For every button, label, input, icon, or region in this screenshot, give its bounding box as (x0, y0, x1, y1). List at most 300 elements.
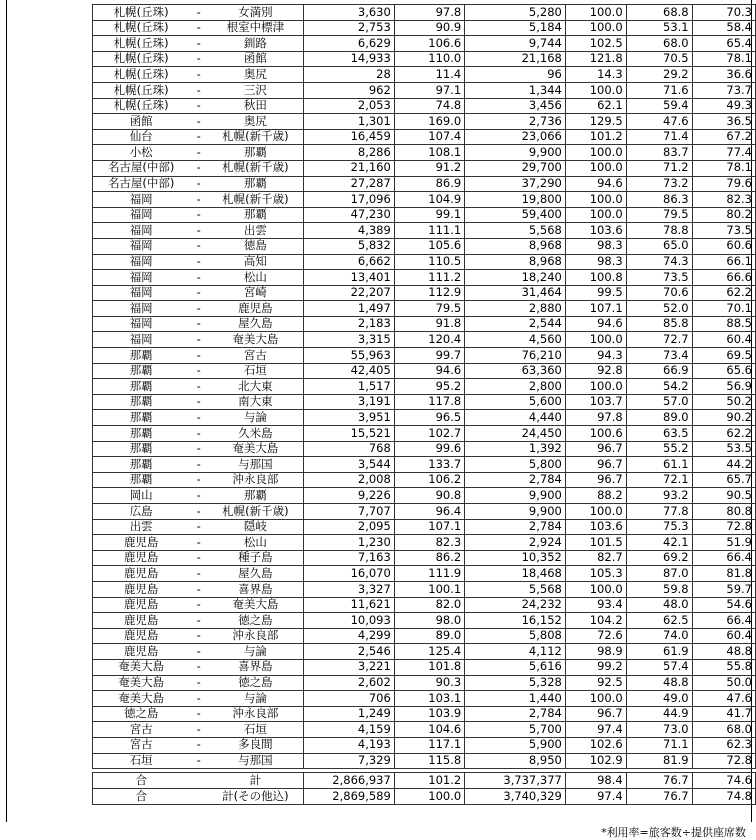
passengers-yoy-cell: 106.2 (394, 472, 464, 488)
load-factor-cell: 70.6 (626, 285, 692, 301)
dash-cell: - (189, 98, 208, 114)
origin-cell: 那覇 (93, 457, 190, 473)
load-factor-cell: 59.8 (626, 581, 692, 597)
origin-cell: 札幌(丘珠) (93, 36, 190, 52)
table-row (93, 223, 756, 239)
seats-cell: 2,800 (465, 379, 566, 395)
passengers-cell: 14,933 (303, 51, 394, 67)
passengers-yoy-cell: 99.6 (394, 441, 464, 457)
seats-yoy-cell: 98.9 (565, 644, 626, 660)
total-row (93, 773, 756, 789)
load-factor-cell: 59.4 (626, 98, 692, 114)
table-row (93, 98, 756, 114)
seats-yoy-cell: 62.1 (565, 98, 626, 114)
seats-cell: 63,360 (465, 363, 566, 379)
passengers-yoy-cell: 105.6 (394, 238, 464, 254)
load-factor-cell: 69.2 (626, 550, 692, 566)
load-factor-cell: 52.0 (626, 301, 692, 317)
passengers-cell: 962 (303, 82, 394, 98)
load-factor-cell: 86.3 (626, 192, 692, 208)
origin-cell: 鹿児島 (93, 644, 190, 660)
passengers-yoy-cell: 96.4 (394, 504, 464, 520)
passengers-cell: 22,207 (303, 285, 394, 301)
seats-cell: 31,464 (465, 285, 566, 301)
load-factor-prev-cell: 66.1 (692, 254, 755, 270)
origin-cell: 鹿児島 (93, 613, 190, 629)
passengers-cell: 13,401 (303, 270, 394, 286)
origin-cell: 福岡 (93, 316, 190, 332)
passengers-cell: 55,963 (303, 348, 394, 364)
load-factor-cell: 83.7 (626, 145, 692, 161)
load-factor-cell: 57.4 (626, 659, 692, 675)
seats-cell: 5,808 (465, 628, 566, 644)
load-factor-prev-cell: 65.7 (692, 472, 755, 488)
seats-yoy-cell: 100.0 (565, 5, 626, 21)
origin-cell: 鹿児島 (93, 550, 190, 566)
destination-cell: 屋久島 (208, 316, 303, 332)
table-row (93, 363, 756, 379)
seats-cell: 23,066 (465, 129, 566, 145)
table-row (93, 535, 756, 551)
load-factor-cell: 72.1 (626, 472, 692, 488)
table-row (93, 160, 756, 176)
load-factor-prev-cell: 47.6 (692, 691, 755, 707)
origin-cell: 福岡 (93, 270, 190, 286)
dash-cell: - (189, 129, 208, 145)
load-factor-prev-cell: 50.0 (692, 675, 755, 691)
table-row (93, 691, 756, 707)
destination-cell: 松山 (208, 535, 303, 551)
destination-cell: 計 (208, 773, 303, 789)
dash-cell: - (189, 550, 208, 566)
load-factor-prev-cell: 58.4 (692, 20, 755, 36)
load-factor-prev-cell: 59.7 (692, 581, 755, 597)
dash-cell: - (189, 176, 208, 192)
dash-cell: - (189, 628, 208, 644)
load-factor-prev-cell: 36.5 (692, 114, 755, 130)
destination-cell: 三沢 (208, 82, 303, 98)
table-row (93, 659, 756, 675)
destination-cell: 与論 (208, 644, 303, 660)
load-factor-cell: 73.5 (626, 270, 692, 286)
destination-cell: 奥尻 (208, 114, 303, 130)
origin-cell: 那覇 (93, 348, 190, 364)
table-row (93, 238, 756, 254)
passengers-cell: 42,405 (303, 363, 394, 379)
dash-cell: - (189, 410, 208, 426)
destination-cell: 那覇 (208, 207, 303, 223)
dash-cell: - (189, 238, 208, 254)
destination-cell: 南大東 (208, 394, 303, 410)
table-row (93, 254, 756, 270)
seats-cell: 10,352 (465, 550, 566, 566)
destination-cell: 釧路 (208, 36, 303, 52)
origin-cell: 福岡 (93, 254, 190, 270)
load-factor-cell: 87.0 (626, 566, 692, 582)
passengers-yoy-cell: 101.2 (394, 773, 464, 789)
load-factor-cell: 78.8 (626, 223, 692, 239)
seats-yoy-cell: 100.0 (565, 691, 626, 707)
dash-cell: - (189, 363, 208, 379)
passengers-cell: 2,095 (303, 519, 394, 535)
passengers-yoy-cell: 104.6 (394, 722, 464, 738)
passengers-cell: 10,093 (303, 613, 394, 629)
load-factor-cell: 48.0 (626, 597, 692, 613)
dash-cell: - (189, 675, 208, 691)
route-statistics-table (92, 4, 756, 805)
table-row (93, 550, 756, 566)
load-factor-prev-cell: 70.1 (692, 301, 755, 317)
seats-yoy-cell: 100.0 (565, 145, 626, 161)
passengers-yoy-cell: 100.1 (394, 581, 464, 597)
load-factor-cell: 76.7 (626, 773, 692, 789)
table-row (93, 597, 756, 613)
dash-cell: - (189, 566, 208, 582)
table-row (93, 192, 756, 208)
passengers-cell: 4,389 (303, 223, 394, 239)
seats-cell: 2,736 (465, 114, 566, 130)
destination-cell: 高知 (208, 254, 303, 270)
origin-cell: 那覇 (93, 441, 190, 457)
passengers-yoy-cell: 97.1 (394, 82, 464, 98)
load-factor-prev-cell: 80.2 (692, 207, 755, 223)
passengers-cell: 2,866,937 (303, 773, 394, 789)
destination-cell: 那覇 (208, 176, 303, 192)
seats-yoy-cell: 72.6 (565, 628, 626, 644)
load-factor-prev-cell: 56.9 (692, 379, 755, 395)
dash-cell: - (189, 706, 208, 722)
load-factor-prev-cell: 50.2 (692, 394, 755, 410)
seats-yoy-cell: 99.2 (565, 659, 626, 675)
seats-cell: 5,700 (465, 722, 566, 738)
seats-yoy-cell: 96.7 (565, 441, 626, 457)
origin-cell: 那覇 (93, 363, 190, 379)
dash-cell: - (189, 5, 208, 21)
load-factor-cell: 73.4 (626, 348, 692, 364)
dash-cell: - (189, 581, 208, 597)
load-factor-cell: 55.2 (626, 441, 692, 457)
seats-yoy-cell: 100.0 (565, 332, 626, 348)
load-factor-prev-cell: 48.8 (692, 644, 755, 660)
seats-cell: 1,440 (465, 691, 566, 707)
passengers-cell: 1,517 (303, 379, 394, 395)
seats-yoy-cell: 100.0 (565, 82, 626, 98)
seats-cell: 24,450 (465, 426, 566, 442)
passengers-yoy-cell: 96.5 (394, 410, 464, 426)
dash-cell: - (189, 535, 208, 551)
load-factor-prev-cell: 90.2 (692, 410, 755, 426)
passengers-cell: 16,070 (303, 566, 394, 582)
load-factor-cell: 74.3 (626, 254, 692, 270)
load-factor-cell: 76.7 (626, 789, 692, 805)
origin-cell: 福岡 (93, 301, 190, 317)
origin-cell: 札幌(丘珠) (93, 51, 190, 67)
passengers-yoy-cell: 89.0 (394, 628, 464, 644)
seats-yoy-cell: 100.0 (565, 207, 626, 223)
origin-cell: 鹿児島 (93, 628, 190, 644)
passengers-cell: 28 (303, 67, 394, 83)
load-factor-prev-cell: 66.4 (692, 550, 755, 566)
passengers-cell: 7,163 (303, 550, 394, 566)
load-factor-cell: 61.9 (626, 644, 692, 660)
table-row (93, 737, 756, 753)
passengers-yoy-cell: 107.4 (394, 129, 464, 145)
load-factor-cell: 65.0 (626, 238, 692, 254)
dash-cell: - (189, 722, 208, 738)
origin-cell: 奄美大島 (93, 691, 190, 707)
table-row (93, 488, 756, 504)
passengers-cell: 3,630 (303, 5, 394, 21)
passengers-yoy-cell: 117.8 (394, 394, 464, 410)
destination-cell: 徳之島 (208, 675, 303, 691)
passengers-cell: 2,053 (303, 98, 394, 114)
seats-yoy-cell: 102.6 (565, 737, 626, 753)
dash-cell: - (189, 145, 208, 161)
load-factor-prev-cell: 68.0 (692, 722, 755, 738)
seats-cell: 76,210 (465, 348, 566, 364)
load-factor-prev-cell: 78.1 (692, 160, 755, 176)
seats-yoy-cell: 105.3 (565, 566, 626, 582)
seats-yoy-cell: 97.8 (565, 410, 626, 426)
passengers-cell: 5,832 (303, 238, 394, 254)
seats-yoy-cell: 103.7 (565, 394, 626, 410)
destination-cell: 宮崎 (208, 285, 303, 301)
destination-cell: 女満別 (208, 5, 303, 21)
seats-yoy-cell: 103.6 (565, 223, 626, 239)
origin-cell: 那覇 (93, 394, 190, 410)
load-factor-cell: 71.4 (626, 129, 692, 145)
dash-cell: - (189, 457, 208, 473)
seats-cell: 18,468 (465, 566, 566, 582)
passengers-yoy-cell: 111.2 (394, 270, 464, 286)
passengers-yoy-cell: 11.4 (394, 67, 464, 83)
passengers-yoy-cell: 111.9 (394, 566, 464, 582)
destination-cell: 札幌(新千歳) (208, 160, 303, 176)
passengers-cell: 27,287 (303, 176, 394, 192)
seats-cell: 4,560 (465, 332, 566, 348)
seats-cell: 5,328 (465, 675, 566, 691)
destination-cell: 与論 (208, 410, 303, 426)
table-row (93, 566, 756, 582)
load-factor-prev-cell: 72.8 (692, 753, 755, 769)
load-factor-prev-cell: 65.6 (692, 363, 755, 379)
load-factor-prev-cell: 67.2 (692, 129, 755, 145)
seats-cell: 3,456 (465, 98, 566, 114)
table-row (93, 628, 756, 644)
load-factor-prev-cell: 80.8 (692, 504, 755, 520)
origin-cell: 那覇 (93, 426, 190, 442)
origin-cell: 札幌(丘珠) (93, 98, 190, 114)
dash-cell: - (189, 67, 208, 83)
seats-yoy-cell: 103.6 (565, 519, 626, 535)
passengers-yoy-cell: 120.4 (394, 332, 464, 348)
dash-cell: - (189, 316, 208, 332)
origin-cell: 札幌(丘珠) (93, 5, 190, 21)
passengers-yoy-cell: 102.7 (394, 426, 464, 442)
seats-yoy-cell: 100.0 (565, 160, 626, 176)
passengers-yoy-cell: 117.1 (394, 737, 464, 753)
dash-cell: - (189, 379, 208, 395)
passengers-cell: 2,753 (303, 20, 394, 36)
passengers-yoy-cell: 82.0 (394, 597, 464, 613)
passengers-yoy-cell: 79.5 (394, 301, 464, 317)
seats-cell: 5,800 (465, 457, 566, 473)
passengers-yoy-cell: 94.6 (394, 363, 464, 379)
dash-cell: - (189, 597, 208, 613)
load-factor-cell: 71.2 (626, 160, 692, 176)
dash-cell: - (189, 441, 208, 457)
seats-yoy-cell: 92.8 (565, 363, 626, 379)
destination-cell: 奥尻 (208, 67, 303, 83)
load-factor-prev-cell: 60.6 (692, 238, 755, 254)
load-factor-cell: 47.6 (626, 114, 692, 130)
load-factor-cell: 89.0 (626, 410, 692, 426)
load-factor-cell: 57.0 (626, 394, 692, 410)
origin-cell: 那覇 (93, 472, 190, 488)
load-factor-cell: 79.5 (626, 207, 692, 223)
load-factor-cell: 77.8 (626, 504, 692, 520)
seats-yoy-cell: 101.5 (565, 535, 626, 551)
table-row (93, 519, 756, 535)
load-factor-cell: 66.9 (626, 363, 692, 379)
origin-cell: 鹿児島 (93, 581, 190, 597)
load-factor-cell: 74.0 (626, 628, 692, 644)
dash-cell: - (189, 504, 208, 520)
passengers-yoy-cell: 111.1 (394, 223, 464, 239)
seats-cell: 2,544 (465, 316, 566, 332)
seats-yoy-cell: 100.0 (565, 20, 626, 36)
passengers-yoy-cell: 74.8 (394, 98, 464, 114)
load-factor-prev-cell: 62.3 (692, 737, 755, 753)
origin-cell: 福岡 (93, 207, 190, 223)
seats-cell: 5,900 (465, 737, 566, 753)
origin-cell: 福岡 (93, 332, 190, 348)
load-factor-cell: 81.9 (626, 753, 692, 769)
load-factor-prev-cell: 62.2 (692, 285, 755, 301)
load-factor-prev-cell: 53.5 (692, 441, 755, 457)
destination-cell: 久米島 (208, 426, 303, 442)
dash-cell: - (189, 348, 208, 364)
dash-cell: - (189, 644, 208, 660)
table-row (93, 753, 756, 769)
destination-cell: 石垣 (208, 722, 303, 738)
origin-cell: 函館 (93, 114, 190, 130)
passengers-yoy-cell: 133.7 (394, 457, 464, 473)
dash-cell: - (189, 254, 208, 270)
load-factor-cell: 85.8 (626, 316, 692, 332)
destination-cell: 出雲 (208, 223, 303, 239)
load-factor-prev-cell: 65.4 (692, 36, 755, 52)
dash-cell: - (189, 36, 208, 52)
origin-cell: 出雲 (93, 519, 190, 535)
passengers-yoy-cell: 112.9 (394, 285, 464, 301)
load-factor-prev-cell: 72.8 (692, 519, 755, 535)
passengers-cell: 4,159 (303, 722, 394, 738)
origin-cell: 宮古 (93, 722, 190, 738)
dash-cell: - (189, 160, 208, 176)
load-factor-cell: 71.6 (626, 82, 692, 98)
table-row (93, 82, 756, 98)
seats-cell: 5,568 (465, 223, 566, 239)
seats-yoy-cell: 82.7 (565, 550, 626, 566)
destination-cell: 札幌(新千歳) (208, 129, 303, 145)
seats-yoy-cell: 97.4 (565, 722, 626, 738)
origin-cell: 那覇 (93, 410, 190, 426)
destination-cell: 種子島 (208, 550, 303, 566)
passengers-cell: 2,183 (303, 316, 394, 332)
seats-cell: 2,784 (465, 706, 566, 722)
seats-yoy-cell: 94.6 (565, 176, 626, 192)
passengers-cell: 6,662 (303, 254, 394, 270)
seats-yoy-cell: 98.4 (565, 773, 626, 789)
dash-cell: - (189, 207, 208, 223)
passengers-yoy-cell: 90.3 (394, 675, 464, 691)
seats-yoy-cell: 129.5 (565, 114, 626, 130)
passengers-yoy-cell: 100.0 (394, 789, 464, 805)
load-factor-cell: 44.9 (626, 706, 692, 722)
seats-yoy-cell: 121.8 (565, 51, 626, 67)
load-factor-cell: 68.8 (626, 5, 692, 21)
seats-yoy-cell: 100.0 (565, 379, 626, 395)
load-factor-cell: 61.1 (626, 457, 692, 473)
dash-cell: - (189, 691, 208, 707)
table-row (93, 5, 756, 21)
load-factor-prev-cell: 78.1 (692, 51, 755, 67)
table-row (93, 207, 756, 223)
destination-cell: 那覇 (208, 145, 303, 161)
seats-yoy-cell: 96.7 (565, 457, 626, 473)
total-row (93, 789, 756, 805)
load-factor-prev-cell: 36.6 (692, 67, 755, 83)
load-factor-cell: 62.5 (626, 613, 692, 629)
dash-cell: - (189, 488, 208, 504)
origin-cell: 名古屋(中部) (93, 160, 190, 176)
table-row (93, 301, 756, 317)
dash-cell: - (189, 301, 208, 317)
seats-yoy-cell: 100.0 (565, 504, 626, 520)
seats-yoy-cell: 14.3 (565, 67, 626, 83)
dash-cell: - (189, 332, 208, 348)
load-factor-cell: 68.0 (626, 36, 692, 52)
load-factor-prev-cell: 60.4 (692, 628, 755, 644)
origin-cell: 札幌(丘珠) (93, 20, 190, 36)
passengers-yoy-cell: 103.1 (394, 691, 464, 707)
origin-cell: 仙台 (93, 129, 190, 145)
load-factor-prev-cell: 66.4 (692, 613, 755, 629)
passengers-cell: 11,621 (303, 597, 394, 613)
dash-cell: - (189, 51, 208, 67)
table-row (93, 426, 756, 442)
origin-cell: 合 (93, 773, 190, 789)
passengers-cell: 1,249 (303, 706, 394, 722)
load-factor-prev-cell: 51.9 (692, 535, 755, 551)
passengers-cell: 2,602 (303, 675, 394, 691)
seats-yoy-cell: 93.4 (565, 597, 626, 613)
passengers-yoy-cell: 90.8 (394, 488, 464, 504)
table-row (93, 20, 756, 36)
passengers-cell: 768 (303, 441, 394, 457)
load-factor-prev-cell: 44.2 (692, 457, 755, 473)
passengers-yoy-cell: 108.1 (394, 145, 464, 161)
passengers-yoy-cell: 98.0 (394, 613, 464, 629)
destination-cell: 松山 (208, 270, 303, 286)
seats-cell: 8,968 (465, 254, 566, 270)
passengers-yoy-cell: 103.9 (394, 706, 464, 722)
seats-cell: 9,900 (465, 488, 566, 504)
origin-cell: 札幌(丘珠) (93, 82, 190, 98)
load-factor-prev-cell: 90.5 (692, 488, 755, 504)
load-factor-prev-cell: 54.6 (692, 597, 755, 613)
